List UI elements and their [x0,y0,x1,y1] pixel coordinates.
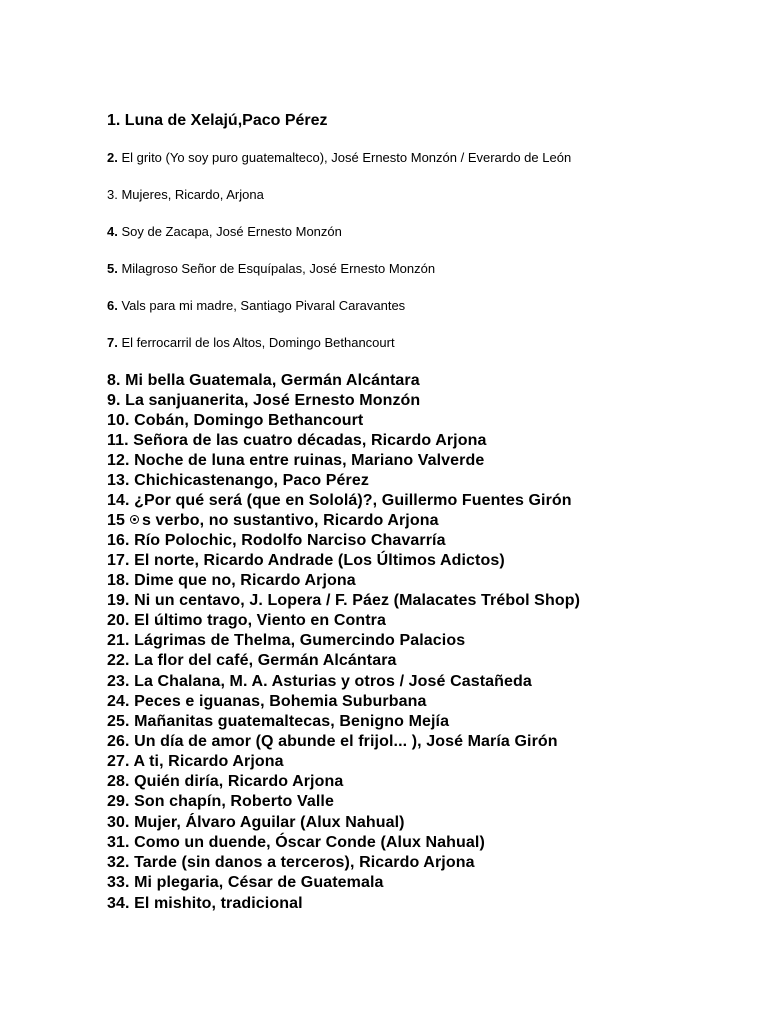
list-item-2 [107,150,571,165]
list-item-14: 14. ¿Por qué será (que en Sololá)?, Guillermo Fuentes Girón [107,492,572,509]
list-item-1: 1. Luna de Xelajú,Paco Pérez [107,112,328,129]
list-item-31: 31. Como un duende, Óscar Conde (Alux Nahual) [107,834,485,851]
radio-cursor-icon [130,515,139,524]
item-number: 4. [107,224,118,239]
list-item-3 [107,187,264,202]
item-text: s verbo, no sustantivo, Ricardo Arjona [142,512,439,529]
list-item-4 [107,224,342,239]
list-item-24: 24. Peces e iguanas, Bohemia Suburbana [107,693,427,710]
item-number: 7. [107,335,118,350]
list-item-23: 23. La Chalana, M. A. Asturias y otros / José Castañeda [107,673,532,690]
item-text: Soy de Zacapa, José Ernesto Monzón [117,224,342,239]
list-item-34: 34. El mishito, tradicional [107,895,303,912]
list-item-8: 8. Mi bella Guatemala, Germán Alcántara [107,372,420,389]
list-item-17: 17. El norte, Ricardo Andrade (Los Últimos Adictos) [107,552,505,569]
list-item-28: 28. Quién diría, Ricardo Arjona [107,773,344,790]
item-text: Milagroso Señor de Esquípalas, José Ernesto Monzón [117,261,436,276]
item-number: 15 [107,512,125,529]
list-item-7 [107,335,395,350]
list-item-33: 33. Mi plegaria, César de Guatemala [107,874,384,891]
list-item-25: 25. Mañanitas guatemaltecas, Benigno Mejía [107,713,450,730]
list-item-22: 22. La flor del café, Germán Alcántara [107,652,397,669]
list-item-12: 12. Noche de luna entre ruinas, Mariano Valverde [107,452,485,469]
list-item-32: 32. Tarde (sin danos a terceros), Ricardo Arjona [107,854,475,871]
list-item-16: 16. Río Polochic, Rodolfo Narciso Chavarría [107,532,446,549]
list-item-19: 19. Ni un centavo, J. Lopera / F. Páez (Malacates Trébol Shop) [107,592,580,609]
item-number: 2. [107,150,118,165]
list-item-21: 21. Lágrimas de Thelma, Gumercindo Palacios [107,632,466,649]
item-text: El ferrocarril de los Altos, Domingo Bethancourt [117,335,395,350]
list-item-9: 9. La sanjuanerita, José Ernesto Monzón [107,392,421,409]
list-item-26: 26. Un día de amor (Q abunde el frijol... ), José María Girón [107,733,558,750]
item-text: Vals para mi madre, Santiago Pivaral Caravantes [117,298,406,313]
list-item-11: 11. Señora de las cuatro décadas, Ricardo Arjona [107,432,487,449]
item-number: 6. [107,298,118,313]
list-item-5 [107,261,435,276]
item-text: El grito (Yo soy puro guatemalteco), José Ernesto Monzón / Everardo de León [117,150,572,165]
list-item-10: 10. Cobán, Domingo Bethancourt [107,412,364,429]
item-number: 3. [107,187,118,202]
item-number: 5. [107,261,118,276]
list-item-27: 27. A ti, Ricardo Arjona [107,753,284,770]
list-item-6 [107,298,405,313]
list-item-29: 29. Son chapín, Roberto Valle [107,793,334,810]
list-item-30: 30. Mujer, Álvaro Aguilar (Alux Nahual) [107,814,405,831]
list-item-13: 13. Chichicastenango, Paco Pérez [107,472,369,489]
list-item-20: 20. El último trago, Viento en Contra [107,612,386,629]
list-item-15 [107,512,439,530]
item-text: Mujeres, Ricardo, Arjona [117,187,264,202]
list-item-18: 18. Dime que no, Ricardo Arjona [107,572,356,589]
